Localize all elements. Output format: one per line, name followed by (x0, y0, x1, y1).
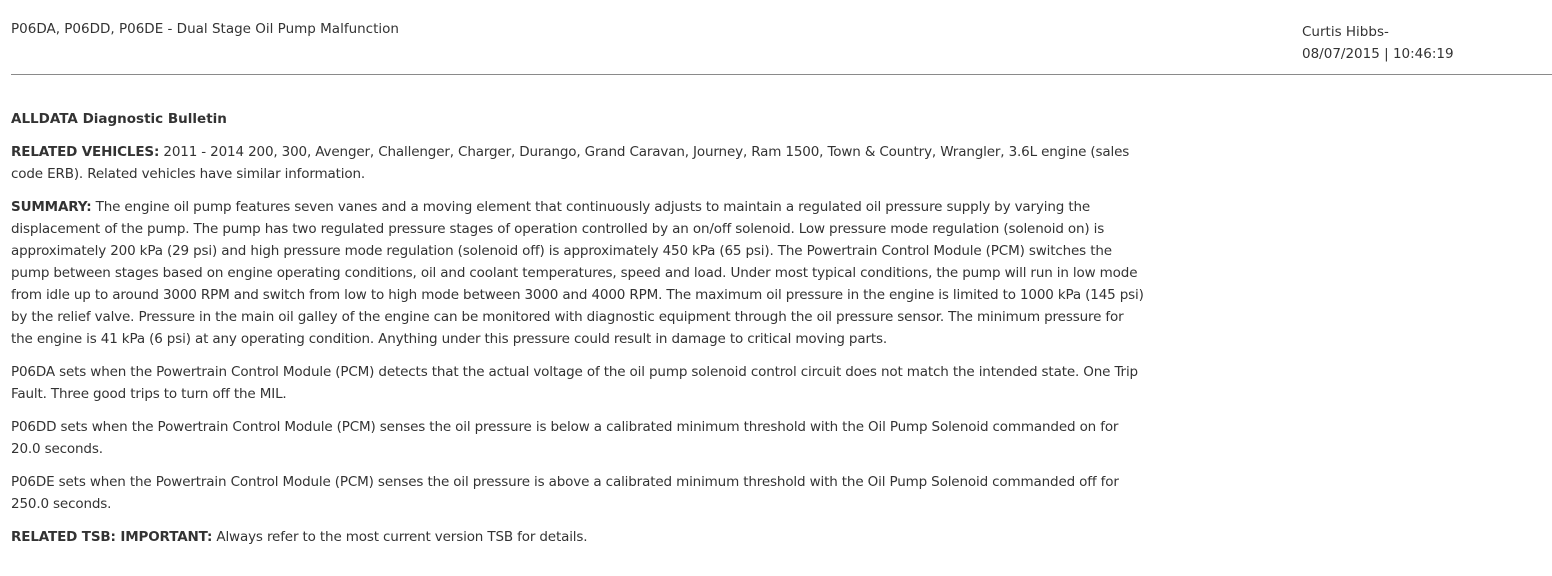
page-title: P06DA, P06DD, P06DE - Dual Stage Oil Pump Malfunction (11, 21, 399, 37)
related-tsb-label: RELATED TSB: IMPORTANT: (11, 529, 213, 545)
summary-label: SUMMARY: (11, 199, 92, 215)
bulletin-heading: ALLDATA Diagnostic Bulletin (11, 111, 227, 127)
p06dd-paragraph: P06DD sets when the Powertrain Control Module (PCM) senses the oil pressure is below a calibrated minimum threshold with the Oil Pump Solenoid commanded on for 20.0 seconds. (11, 419, 1119, 457)
related-tsb-text: Always refer to the most current version TSB for details. (212, 529, 588, 545)
document-meta (1302, 21, 1454, 65)
author-name: Curtis Hibbs- (1302, 24, 1389, 40)
document-header (11, 0, 1552, 75)
timestamp: 08/07/2015 | 10:46:19 (1302, 46, 1454, 62)
summary-paragraph (11, 196, 1146, 350)
related-tsb-paragraph (11, 526, 1146, 548)
summary-text: The engine oil pump features seven vanes and a moving element that continuously adjusts to maintain a regulated oil pressure supply by varying the displacement of the pump. The pump has two regulated pressure stages of operation controlled by an on/off solenoid. Low pressure mode regulation (solenoid on) is approximately 200 kPa (29 psi) and high pressure mode regulation (solenoid off) is approximately 450 kPa (65 psi). The Powertrain Control Module (PCM) switches the pump between stages based on engine operating conditions, oil and coolant temperatures, speed and load. Under most typical conditions, the pump will run in low mode from idle up to around 3000 RPM and switch from low to high mode between 3000 and 4000 RPM. The maximum oil pressure in the engine is limited to 1000 kPa (145 psi) by the relief valve. Pressure in the main oil galley of the engine can be monitored with diagnostic equipment through the oil pressure sensor. The minimum pressure for the engine is 41 kPa (6 psi) at any operating condition. Anything under this pressure could result in damage to critical moving parts. (11, 199, 1144, 347)
p06de-paragraph: P06DE sets when the Powertrain Control Module (PCM) senses the oil pressure is above a calibrated minimum threshold with the Oil Pump Solenoid commanded off for 250.0 seconds. (11, 474, 1119, 512)
bulletin-content (11, 108, 1146, 559)
p06da-paragraph: P06DA sets when the Powertrain Control Module (PCM) detects that the actual voltage of the oil pump solenoid control circuit does not match the intended state. One Trip Fault. Three good trips to turn off the MIL. (11, 364, 1138, 402)
related-vehicles-text: 2011 - 2014 200, 300, Avenger, Challenger, Charger, Durango, Grand Caravan, Journey, Ram 1500, Town & Country, Wrangler, 3.6L engine (sales code ERB). Related vehicles have similar information. (11, 144, 1130, 182)
related-vehicles-paragraph (11, 141, 1146, 185)
related-vehicles-label: RELATED VEHICLES: (11, 144, 160, 160)
